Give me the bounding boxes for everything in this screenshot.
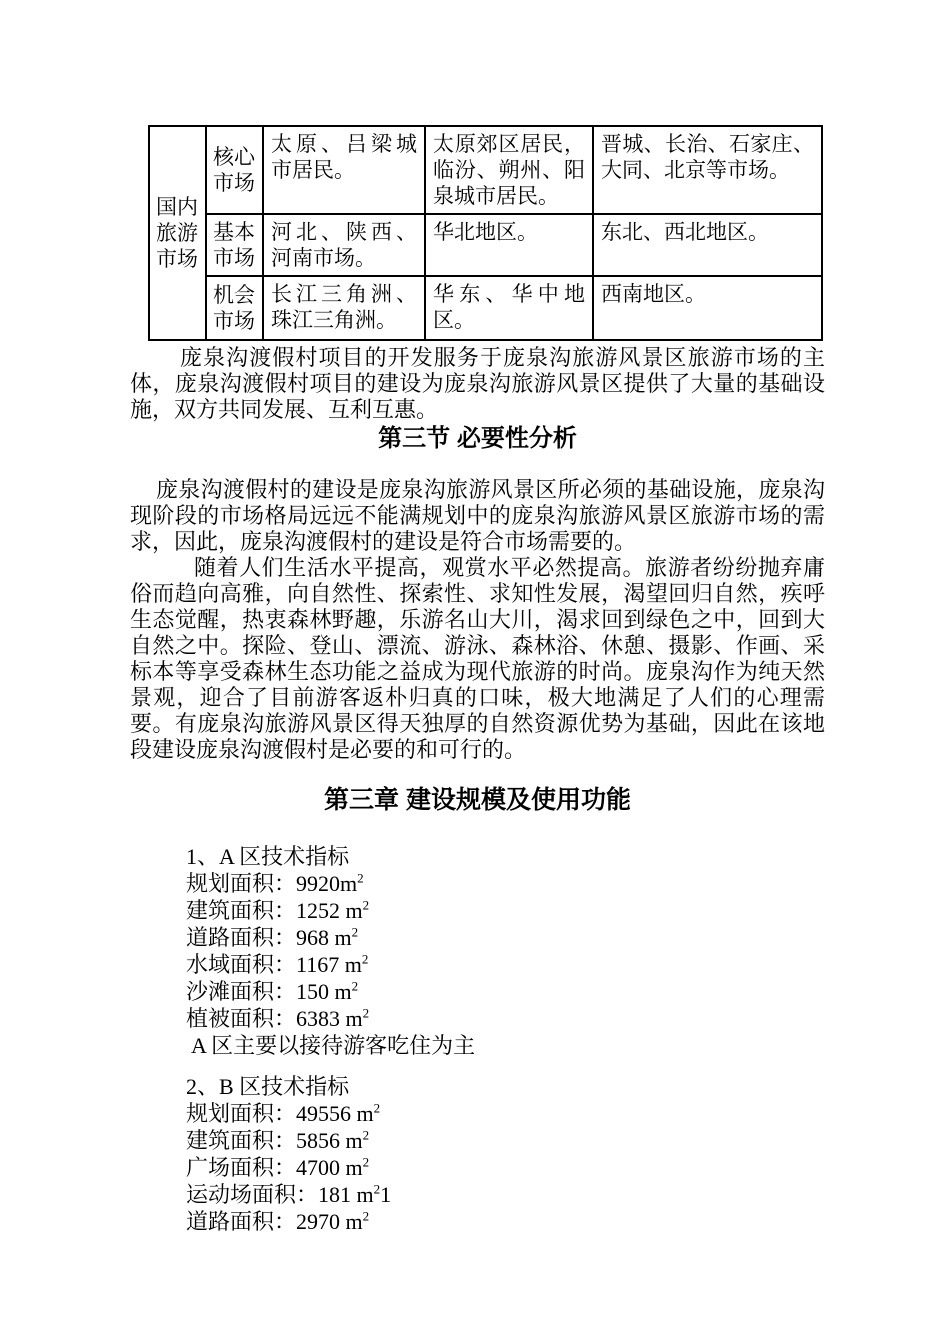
spec-superscript: 2 xyxy=(362,1127,370,1143)
spec-item-water-area xyxy=(186,951,825,978)
spec-label: 植被面积： xyxy=(186,1006,297,1031)
spec-superscript: 2 xyxy=(373,1100,381,1116)
spec-item-road-area xyxy=(186,924,825,951)
spec-value: 1252 m xyxy=(296,898,363,923)
zone-b-title: 2、B 区技术指标 xyxy=(186,1074,350,1099)
table-row-header-domestic-market: 国内旅游市场 xyxy=(149,126,206,340)
spec-superscript: 2 xyxy=(362,1154,370,1170)
spec-label: 道路面积： xyxy=(186,925,297,950)
table-row xyxy=(149,126,822,214)
table-cell-market-level: 基本市场 xyxy=(206,214,263,276)
spec-superscript: 2 xyxy=(351,924,359,940)
table-cell: 西南地区。 xyxy=(593,276,822,340)
spec-value: 5856 m xyxy=(296,1128,363,1153)
spec-label: 运动场面积： xyxy=(186,1182,319,1207)
chapter-heading-construction-scale: 第三章 建设规模及使用功能 xyxy=(324,786,631,814)
spec-tail: 1 xyxy=(380,1182,392,1207)
spec-superscript: 2 xyxy=(362,1208,370,1224)
spec-item-sports-field-area xyxy=(186,1181,825,1208)
spec-superscript: 2 xyxy=(361,951,369,967)
spec-item-road-area xyxy=(186,1208,825,1235)
spec-label: 规划面积： xyxy=(186,871,297,896)
table-cell: 华北地区。 xyxy=(425,214,593,276)
table-row xyxy=(149,214,822,276)
spec-value: 181 m xyxy=(318,1182,374,1207)
spec-item-plaza-area xyxy=(186,1154,825,1181)
table-cell: 东北、西北地区。 xyxy=(593,214,822,276)
table-row xyxy=(149,276,822,340)
spec-superscript: 2 xyxy=(362,897,370,913)
spec-label: 建筑面积： xyxy=(186,898,297,923)
spec-item-vegetation-area xyxy=(186,1005,825,1032)
spec-item-planning-area xyxy=(186,1100,825,1127)
spec-item-planning-area xyxy=(186,870,825,897)
table-cell: 太原、吕梁城市居民。 xyxy=(263,126,425,214)
spec-value: 6383 m xyxy=(296,1006,363,1031)
table-cell: 河北、陕西、河南市场。 xyxy=(263,214,425,276)
spec-value: 2970 m xyxy=(296,1209,363,1234)
spec-label: 道路面积： xyxy=(186,1209,297,1234)
spec-superscript: 2 xyxy=(351,978,359,994)
spec-superscript: 2 xyxy=(362,1005,370,1021)
domestic-tourism-market-table xyxy=(148,125,823,341)
spec-item-beach-area xyxy=(186,978,825,1005)
spec-label: 广场面积： xyxy=(186,1155,297,1180)
table-cell-market-level: 机会市场 xyxy=(206,276,263,340)
zone-a-note: A 区主要以接待游客吃住为主 xyxy=(191,1033,476,1058)
spec-value: 9920m xyxy=(296,871,358,896)
spec-label: 沙滩面积： xyxy=(186,979,297,1004)
spec-label: 水域面积： xyxy=(186,952,297,977)
spec-label: 建筑面积： xyxy=(186,1128,297,1153)
zone-b-spec-list xyxy=(130,1073,825,1235)
spec-superscript: 2 xyxy=(357,870,364,886)
section-heading-necessity-analysis: 第三节 必要性分析 xyxy=(378,425,577,452)
paragraph-project-service: 庞泉沟渡假村项目的开发服务于庞泉沟旅游风景区旅游市场的主体，庞泉沟渡假村项目的建设为庞泉沟旅游风景区提供了大量的基础设施，双方共同发展、互利互惠。 xyxy=(130,345,825,422)
spec-value: 968 m xyxy=(296,925,352,950)
spec-item-building-area xyxy=(186,897,825,924)
table-cell-market-level: 核心市场 xyxy=(206,126,263,214)
spec-superscript: 2 xyxy=(373,1181,381,1197)
table-cell: 长江三角洲、珠江三角洲。 xyxy=(263,276,425,340)
spec-value: 4700 m xyxy=(296,1155,363,1180)
paragraph-necessity-market: 庞泉沟渡假村的建设是庞泉沟旅游风景区所必须的基础设施，庞泉沟现阶段的市场格局远远不能满规划中的庞泉沟旅游风景区旅游市场的需求，因此，庞泉沟渡假村的建设是符合市场需要的。 xyxy=(130,477,825,554)
spec-label: 规划面积： xyxy=(186,1101,297,1126)
spec-value: 150 m xyxy=(296,979,352,1004)
table-cell: 太原郊区居民，临汾、朔州、阳泉城市居民。 xyxy=(425,126,593,214)
spec-value: 49556 m xyxy=(296,1101,374,1126)
zone-a-spec-list xyxy=(130,843,825,1059)
paragraph-necessity-nature: 随着人们生活水平提高，观赏水平必然提高。旅游者纷纷抛弃庸俗而趋向高雅，向自然性、探索性、求知性发展，渴望回归自然，疾呼生态觉醒，热衷森林野趣，乐游名山大川，渴求回到绿色之中，回到大自然之中。探险、登山、漂流、游泳、森林浴、休憩、摄影、作画、采标本等享受森林生态功能之益成为现代旅游的时尚。庞泉沟作为纯天然景观，迎合了目前游客返朴归真的口味，极大地满足了人们的心理需要。有庞泉沟旅游风景区得天独厚的自然资源优势为基础，因此在该地段建设庞泉沟渡假村是必要的和可行的。 xyxy=(130,555,825,762)
zone-a-title: 1、A 区技术指标 xyxy=(186,844,350,869)
table-cell: 晋城、长治、石家庄、大同、北京等市场。 xyxy=(593,126,822,214)
table-cell: 华东、华中地区。 xyxy=(425,276,593,340)
spec-value: 1167 m xyxy=(296,952,362,977)
spec-item-building-area xyxy=(186,1127,825,1154)
